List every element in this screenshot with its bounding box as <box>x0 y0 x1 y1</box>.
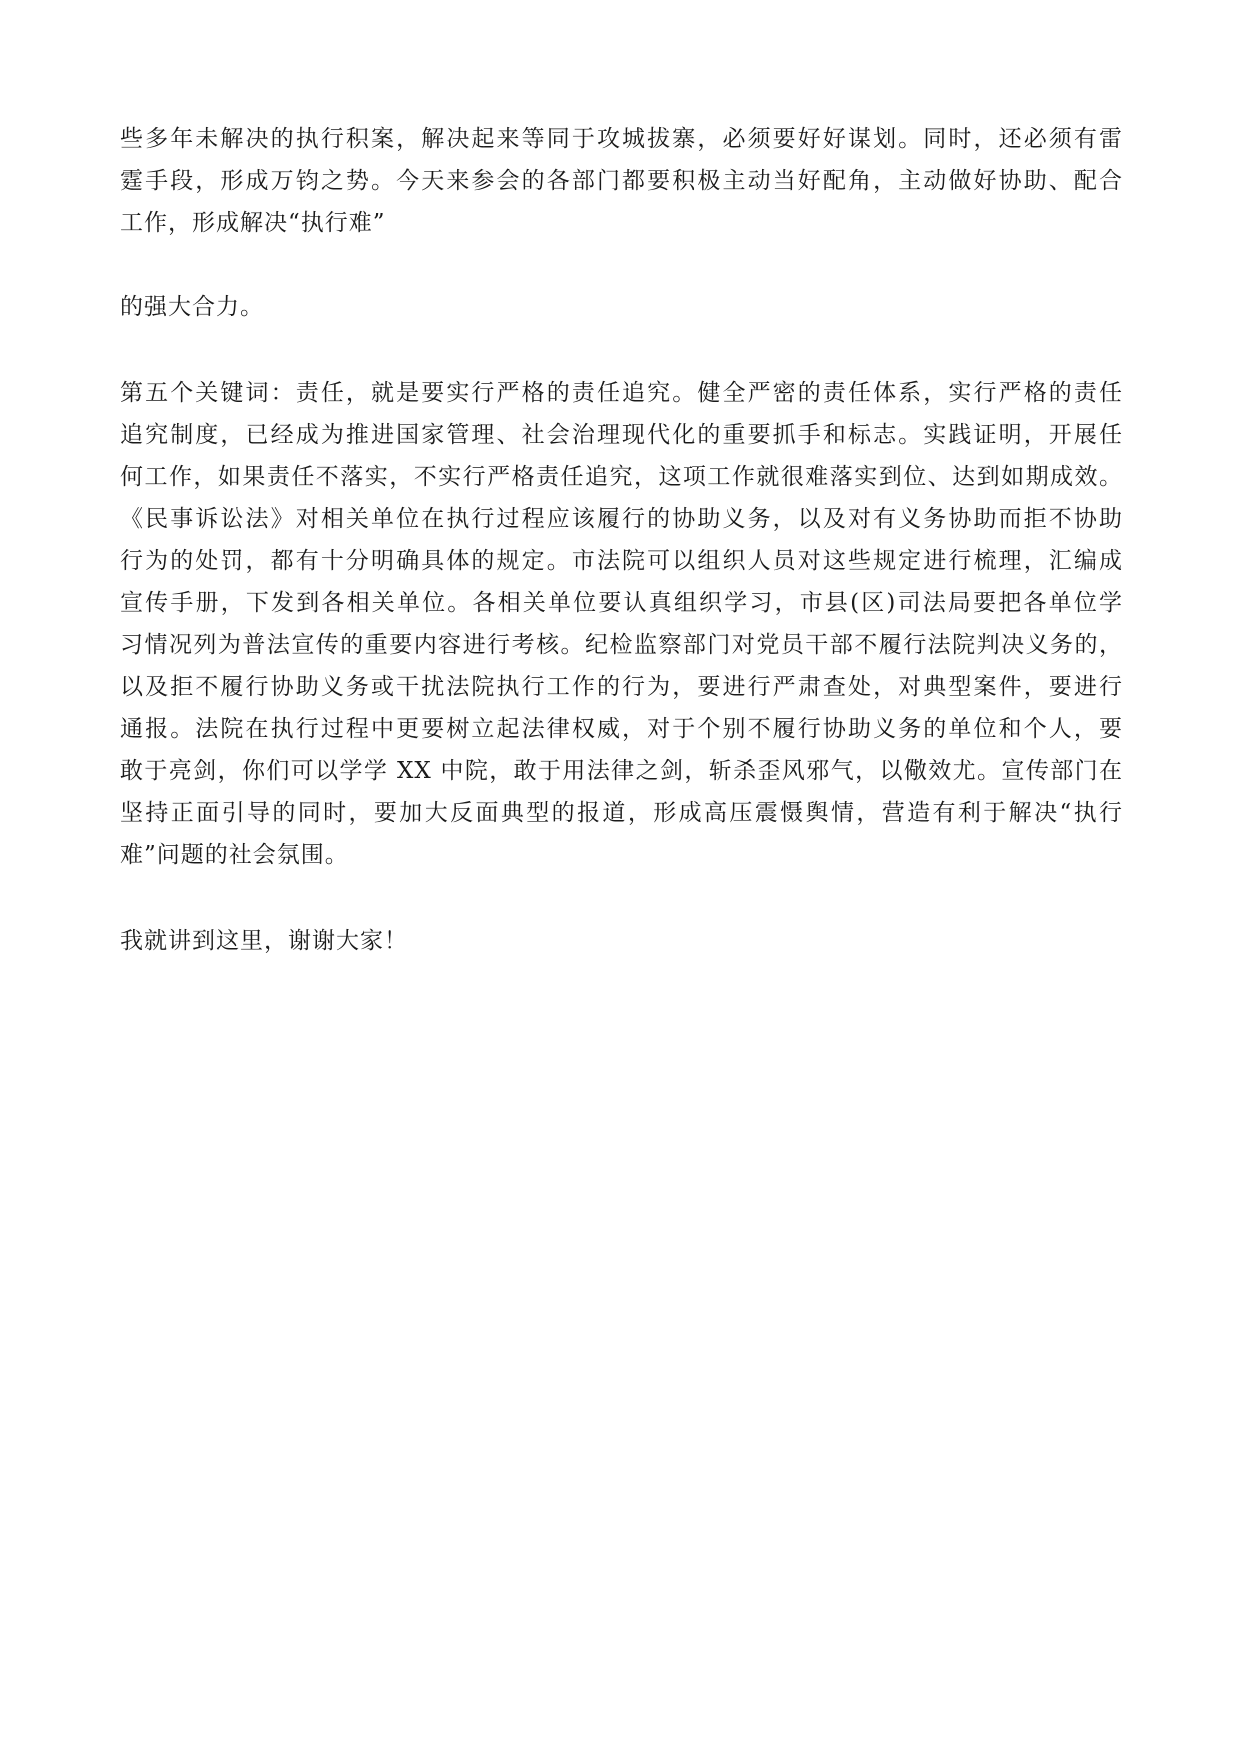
text-line: 难”问题的社会氛围。 <box>120 842 349 868</box>
text-line: 以及拒不履行协助义务或干扰法院执行工作的行为，要进行严肃查处，对典型案件，要进行 <box>120 674 1123 700</box>
paragraph-joint-force <box>120 286 1123 328</box>
text-line: 通报。法院在执行过程中更要树立起法律权威，对于个别不履行协助义务的单位和个人，要 <box>120 716 1123 742</box>
document-body <box>120 118 1123 962</box>
text-line: 些多年未解决的执行积案，解决起来等同于攻城拔寨，必须要好好谋划。同时，还必须有雷 <box>120 126 1123 152</box>
text-line: 工作，形成解决“执行难” <box>120 210 386 236</box>
text-line: 我就讲到这里，谢谢大家！ <box>120 928 408 954</box>
text-line: 的强大合力。 <box>120 294 264 320</box>
text-line: 何工作，如果责任不落实，不实行严格责任追究，这项工作就很难落实到位、达到如期成效。 <box>120 464 1123 490</box>
text-line: 第五个关键词：责任，就是要实行严格的责任追究。健全严密的责任体系，实行严格的责任 <box>120 380 1123 406</box>
paragraph-keyword-responsibility <box>120 372 1123 876</box>
text-line: 霆手段，形成万钧之势。今天来参会的各部门都要积极主动当好配角，主动做好协助、配合 <box>120 168 1123 194</box>
text-line: 《民事诉讼法》对相关单位在执行过程应该履行的协助义务，以及对有义务协助而拒不协助 <box>120 506 1123 532</box>
paragraph-execution-backlog <box>120 118 1123 244</box>
text-line: 追究制度，已经成为推进国家管理、社会治理现代化的重要抓手和标志。实践证明，开展任 <box>120 422 1123 448</box>
paragraph-spacer <box>120 244 1123 286</box>
text-line: 敢于亮剑，你们可以学学 XX 中院，敢于用法律之剑，斩杀歪风邪气，以儆效尤。宣传部门在 <box>120 758 1123 784</box>
text-line: 习情况列为普法宣传的重要内容进行考核。纪检监察部门对党员干部不履行法院判决义务的， <box>120 632 1123 658</box>
paragraph-spacer <box>120 328 1123 372</box>
paragraph-closing <box>120 920 1123 962</box>
paragraph-spacer <box>120 876 1123 920</box>
text-line: 坚持正面引导的同时，要加大反面典型的报道，形成高压震慑舆情，营造有利于解决“执行 <box>120 800 1123 826</box>
text-line: 宣传手册，下发到各相关单位。各相关单位要认真组织学习，市县(区)司法局要把各单位学 <box>120 590 1123 616</box>
text-line: 行为的处罚，都有十分明确具体的规定。市法院可以组织人员对这些规定进行梳理，汇编成 <box>120 548 1123 574</box>
